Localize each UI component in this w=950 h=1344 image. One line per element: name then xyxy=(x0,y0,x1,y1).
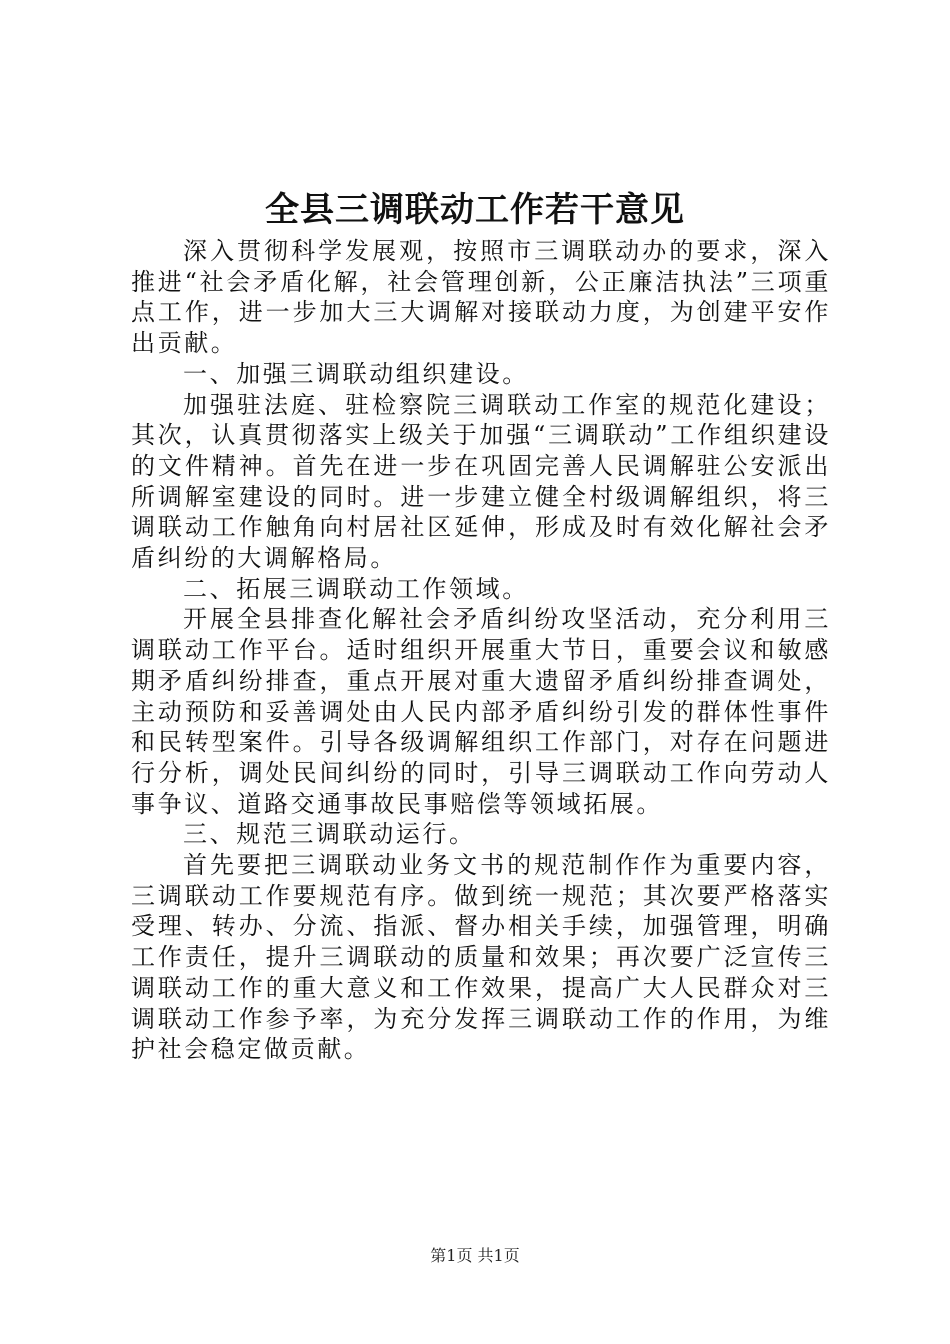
paragraph-section-3: 首先要把三调联动业务文书的规范制作作为重要内容，三调联动工作要规范有序。做到统一规范；其次要严格落实受理、转办、分流、指派、督办相关手续，加强管理，明确工作责任，提升三调联动的质量和效果；再次要广泛宣传三调联动工作的重大意义和工作效果，提高广大人民群众对三调联动工作参予率，为充分发挥三调联动工作的作用，为维护社会稳定做贡献。 xyxy=(131,851,831,1064)
section-heading-1: 一、加强三调联动组织建设。 xyxy=(183,359,529,388)
section-heading-2: 二、拓展三调联动工作领域。 xyxy=(183,574,529,603)
document-title: 全县三调联动工作若干意见 xyxy=(265,190,685,230)
paragraph-intro: 深入贯彻科学发展观，按照市三调联动办的要求，深入推进“社会矛盾化解，社会管理创新，公正廉洁执法”三项重点工作，进一步加大三大调解对接联动力度，为创建平安作出贡献。 xyxy=(131,237,831,358)
page-footer: 第1页 共1页 xyxy=(430,1246,520,1265)
paragraph-section-2: 开展全县排查化解社会矛盾纠纷攻坚活动，充分利用三调联动工作平台。适时组织开展重大节日，重要会议和敏感期矛盾纠纷排查，重点开展对重大遗留矛盾纠纷排查调处，主动预防和妥善调处由人民内部矛盾纠纷引发的群体性事件和民转型案件。引导各级调解组织工作部门，对存在问题进行分析，调处民间纠纷的同时，引导三调联动工作向劳动人事争议、道路交通事故民事赔偿等领域拓展。 xyxy=(131,605,831,818)
document-body xyxy=(131,236,831,1065)
section-heading-3: 三、规范三调联动运行。 xyxy=(183,820,476,849)
paragraph-section-1: 加强驻法庭、驻检察院三调联动工作室的规范化建设；其次，认真贯彻落实上级关于加强“三调联动”工作组织建设的文件精神。首先在进一步在巩固完善人民调解驻公安派出所调解室建设的同时。进一步建立健全村级调解组织，将三调联动工作触角向村居社区延伸，形成及时有效化解社会矛盾纠纷的大调解格局。 xyxy=(131,390,831,573)
